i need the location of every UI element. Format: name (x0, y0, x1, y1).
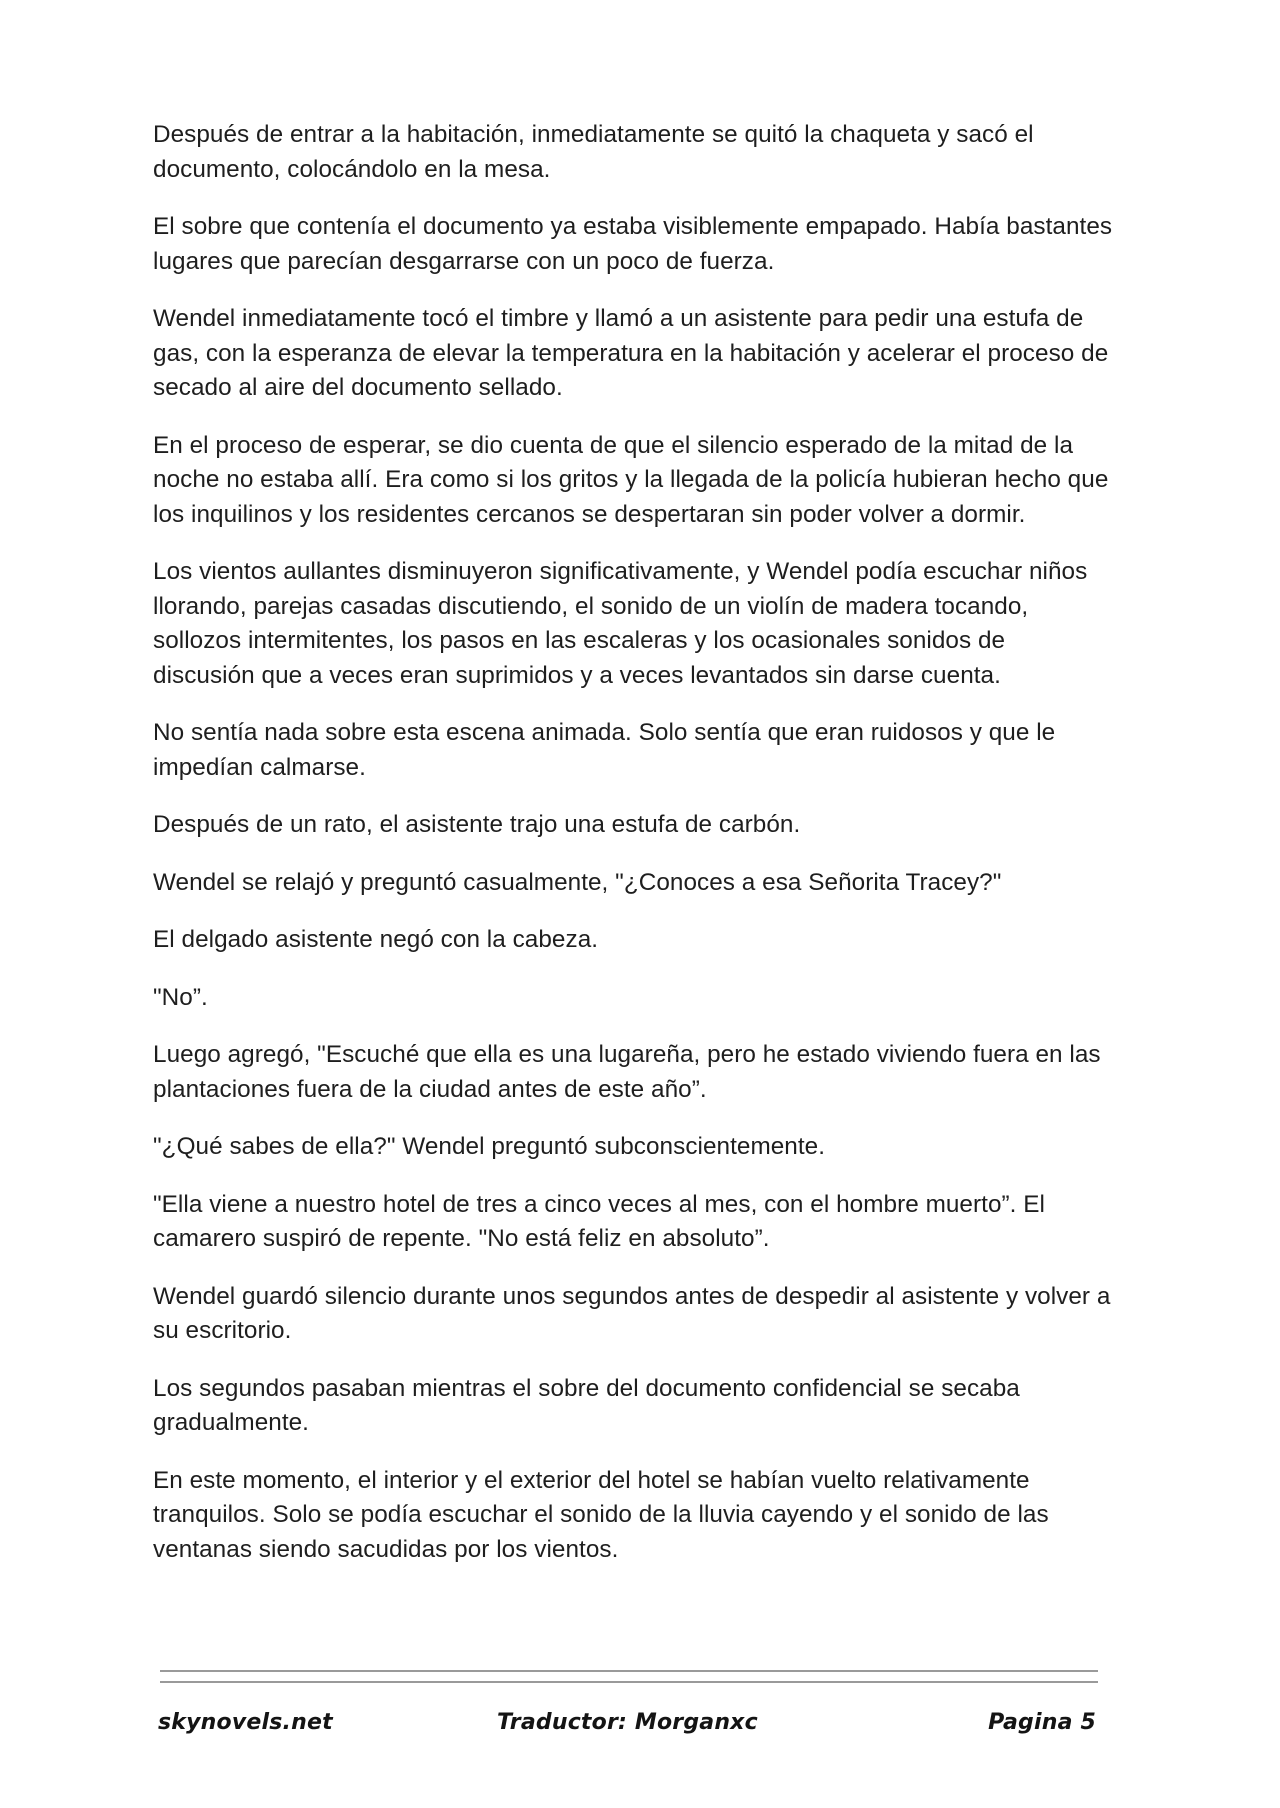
paragraph: Wendel se relajó y preguntó casualmente, "¿Conoces a esa Señorita Tracey?" (153, 868, 1002, 896)
paragraph: Los segundos pasaban mientras el sobre del documento confidencial se secaba gradualmente. (153, 1374, 1020, 1436)
footer-translator: Traductor: Morganxc (497, 1710, 758, 1735)
paragraph: Después de entrar a la habitación, inmediatamente se quitó la chaqueta y sacó el documento, colocándolo en la mesa. (153, 121, 1034, 183)
paragraph: "Ella viene a nuestro hotel de tres a cinco veces al mes, con el hombre muerto”. El camarero suspiró de repente. "No está feliz en absoluto”. (153, 1190, 1045, 1252)
footer-page-number: Pagina 5 (988, 1710, 1096, 1735)
paragraph: Los vientos aullantes disminuyeron significativamente, y Wendel podía escuchar niños llorando, parejas casadas discutiendo, el sonido de un violín de madera tocando, sollozos intermitentes, los pasos en las escaleras y los ocasionales sonidos de discusión que a veces eran suprimidos y a veces levantados sin darse cuenta. (153, 558, 1088, 689)
paragraph: "No”. (153, 983, 208, 1011)
paragraph: No sentía nada sobre esta escena animada. Solo sentía que eran ruidosos y que le impedían calmarse. (153, 719, 1056, 781)
footer-divider-bottom (160, 1681, 1098, 1683)
paragraph: El delgado asistente negó con la cabeza. (153, 926, 599, 953)
paragraph: Después de un rato, el asistente trajo una estufa de carbón. (153, 811, 801, 838)
paragraph: En este momento, el interior y el exterior del hotel se habían vuelto relativamente tranquilos. Solo se podía escuchar el sonido de la lluvia cayendo y el sonido de las ventanas siendo sacudidas por los vientos. (153, 1466, 1049, 1563)
paragraph: "¿Qué sabes de ella?" Wendel preguntó subconscientemente. (153, 1133, 826, 1160)
body-text (153, 118, 1113, 1590)
paragraph: El sobre que contenía el documento ya estaba visiblemente empapado. Había bastantes lugares que parecían desgarrarse con un poco de fuerza. (153, 213, 1113, 275)
paragraph: En el proceso de esperar, se dio cuenta de que el silencio esperado de la mitad de la noche no estaba allí. Era como si los gritos y la llegada de la policía hubieran hecho que los inquilinos y los residentes cercanos se despertaran sin poder volver a dormir. (153, 431, 1109, 528)
footer-divider-top (160, 1670, 1098, 1672)
paragraph: Luego agregó, "Escuché que ella es una lugareña, pero he estado viviendo fuera en las plantaciones fuera de la ciudad antes de este año”. (153, 1041, 1101, 1103)
paragraph: Wendel inmediatamente tocó el timbre y llamó a un asistente para pedir una estufa de gas, con la esperanza de elevar la temperatura en la habitación y acelerar el proceso de secado al aire del documento sellado. (153, 305, 1109, 401)
footer-site: skynovels.net (158, 1710, 333, 1735)
paragraph: Wendel guardó silencio durante unos segundos antes de despedir al asistente y volver a su escritorio. (153, 1282, 1111, 1344)
